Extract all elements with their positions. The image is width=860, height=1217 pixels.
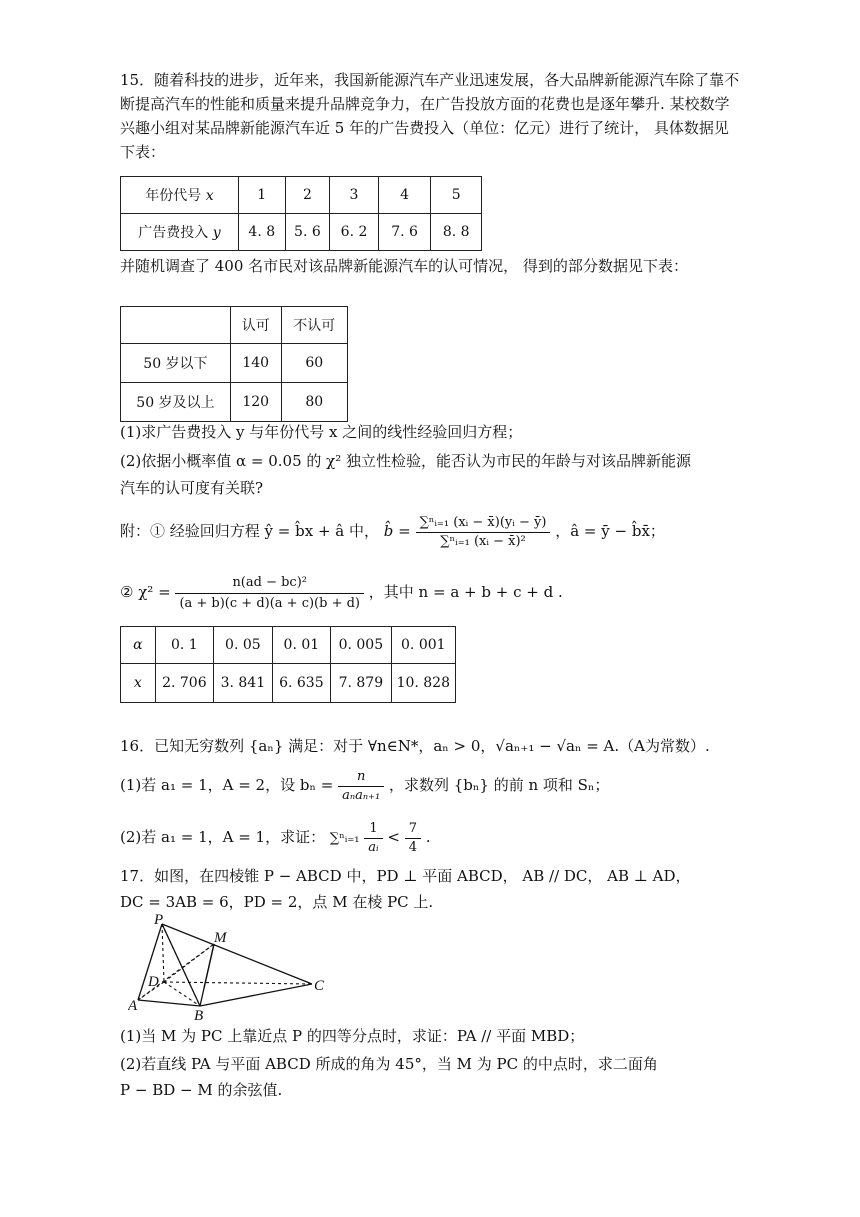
cell: 5. 6 <box>285 214 330 251</box>
edge-PD <box>162 924 164 982</box>
cell: 7. 6 <box>378 214 431 251</box>
edge-BC <box>200 984 312 1006</box>
q15-part2-line1: (2)依据小概率值 α = 0.05 的 χ² 独立性检验，能否认为市民的年龄与对该品牌新能源 <box>120 452 692 470</box>
cell: 3. 841 <box>214 664 273 703</box>
cell: 50 岁及以上 <box>121 383 231 422</box>
q15-part2-line2: 汽车的认可度有关联? <box>120 479 264 497</box>
q16-stem: 16．已知无穷数列 {aₙ} 满足：对于 ∀n∈N*，aₙ > 0，√aₙ₊₁ − √aₙ = A.（A为常数）. <box>120 737 710 755</box>
q16-part1: (1)若 a₁ = 1，A = 2，设 bₙ = $\frac{n}{\text{aₙaₙ₊₁}}$ ，求数列 {bₙ} 的前 n 项和 Sₙ； <box>120 768 610 803</box>
cell: 0. 005 <box>331 627 391 664</box>
cell: x <box>121 664 156 703</box>
b-hat-fraction: $\frac{\text{∑ⁿᵢ₌₁ (xᵢ − x̄)(yᵢ − ȳ)}}{\text{∑ⁿᵢ₌₁ (xᵢ − x̄)²}}$ <box>416 514 551 551</box>
cell: 7. 879 <box>331 664 391 703</box>
cell: 0. 01 <box>272 627 331 664</box>
seven-quarters-fraction: $\frac{7}{4}$ <box>405 820 421 857</box>
cell: 认可 <box>230 307 281 344</box>
label-M: M <box>214 930 227 946</box>
cell: 4. 8 <box>238 214 285 251</box>
appendix-regression: 附：① 经验回归方程 ŷ = b̂x + â 中， b̂ = $\frac{\text{∑ⁿᵢ₌₁ (xᵢ − x̄)(yᵢ − ȳ)}}{\text{∑ⁿᵢ₌₁ (xᵢ − x̄)²}}$ ，â = ȳ − b̂x̄； <box>120 514 665 549</box>
q17-part2-line2: P − BD − M 的余弦值. <box>120 1081 283 1099</box>
q15-paragraph: 15．随着科技的进步，近年来，我国新能源汽车产业迅速发展，各大品牌新能源汽车除了靠不断提高汽车的性能和质量来提升品牌竞争力，在广告投放方面的花费也是逐年攀升. 某校数学兴趣小组对某品牌新能源汽车近 5 年的广告费投入（单位：亿元）进行了统计， 具体数据见下表： <box>120 71 740 161</box>
cell: 0. 001 <box>391 627 455 664</box>
cell: 6. 635 <box>272 664 331 703</box>
cell: 不认可 <box>281 307 347 344</box>
cell: 60 <box>281 344 347 383</box>
edge-PM-bottom <box>204 944 214 988</box>
edge-PC <box>162 924 312 984</box>
cell: 3 <box>330 177 379 214</box>
cell: 5 <box>431 177 482 214</box>
cell: 10. 828 <box>391 664 455 703</box>
cell: 8. 8 <box>431 214 482 251</box>
cell: 4 <box>378 177 431 214</box>
q17-part1: (1)当 M 为 PC 上靠近点 P 的四等分点时，求证：PA // 平面 MBD； <box>120 1027 585 1045</box>
ad-cost-table <box>120 176 482 251</box>
survey-table <box>120 306 348 422</box>
edge-AB <box>138 1000 200 1006</box>
ad-cost-label: 广告费投入 y <box>121 214 239 251</box>
q17-part2-line1: (2)若直线 PA 与平面 ABCD 所成的角为 45°，当 M 为 PC 的中点时，求二面角 <box>120 1055 658 1073</box>
b-n-fraction: $\frac{n}{\text{aₙaₙ₊₁}}$ <box>338 768 384 805</box>
cell: 0. 1 <box>155 627 214 664</box>
appendix-chi-square: ② χ² = $\frac{\text{n(ad − bc)²}}{(a + b)(c + d)(a + c)(b + d)}$ ，其中 n = a + b + c + d . <box>120 568 563 616</box>
label-D: D <box>148 974 159 990</box>
pyramid-figure <box>128 914 340 1020</box>
cell: 6. 2 <box>330 214 379 251</box>
label-C: C <box>314 978 325 994</box>
q16-part2: (2)若 a₁ = 1，A = 1，求证： ∑ⁿᵢ₌₁ $\frac{1}{\text{aᵢ}}$ < $\frac{7}{4}$ . <box>120 820 431 855</box>
cell: 1 <box>238 177 285 214</box>
edge-DC <box>164 982 312 984</box>
cell <box>121 307 231 344</box>
q15-paragraph-2: 并随机调查了 400 名市民对该品牌新能源汽车的认可情况， 得到的部分数据见下表： <box>120 257 688 275</box>
cell: 140 <box>230 344 281 383</box>
cell: 120 <box>230 383 281 422</box>
cell: 80 <box>281 383 347 422</box>
cell: α <box>121 627 156 664</box>
cell: 50 岁以下 <box>121 344 231 383</box>
critical-value-table <box>120 626 456 703</box>
q17-stem-line1: 17．如图，在四棱锥 P − ABCD 中，PD ⊥ 平面 ABCD， AB // DC， AB ⊥ AD， <box>120 867 691 885</box>
q15-part1: (1)求广告费投入 y 与年份代号 x 之间的线性经验回归方程； <box>120 423 523 441</box>
chi-square-fraction: $\frac{\text{n(ad − bc)²}}{(a + b)(c + d)(a + c)(b + d)}$ <box>175 573 364 614</box>
cell: 0. 05 <box>214 627 273 664</box>
label-A: A <box>128 998 138 1014</box>
cell: 2 <box>285 177 330 214</box>
label-P: P <box>154 914 164 928</box>
reciprocal-fraction: $\frac{1}{\text{aᵢ}}$ <box>364 820 382 857</box>
cell: 2. 706 <box>155 664 214 703</box>
year-code-label: 年份代号 x <box>121 177 239 214</box>
label-B: B <box>194 1008 204 1020</box>
q17-stem-line2: DC = 3AB = 6，PD = 2，点 M 在棱 PC 上. <box>120 893 434 911</box>
